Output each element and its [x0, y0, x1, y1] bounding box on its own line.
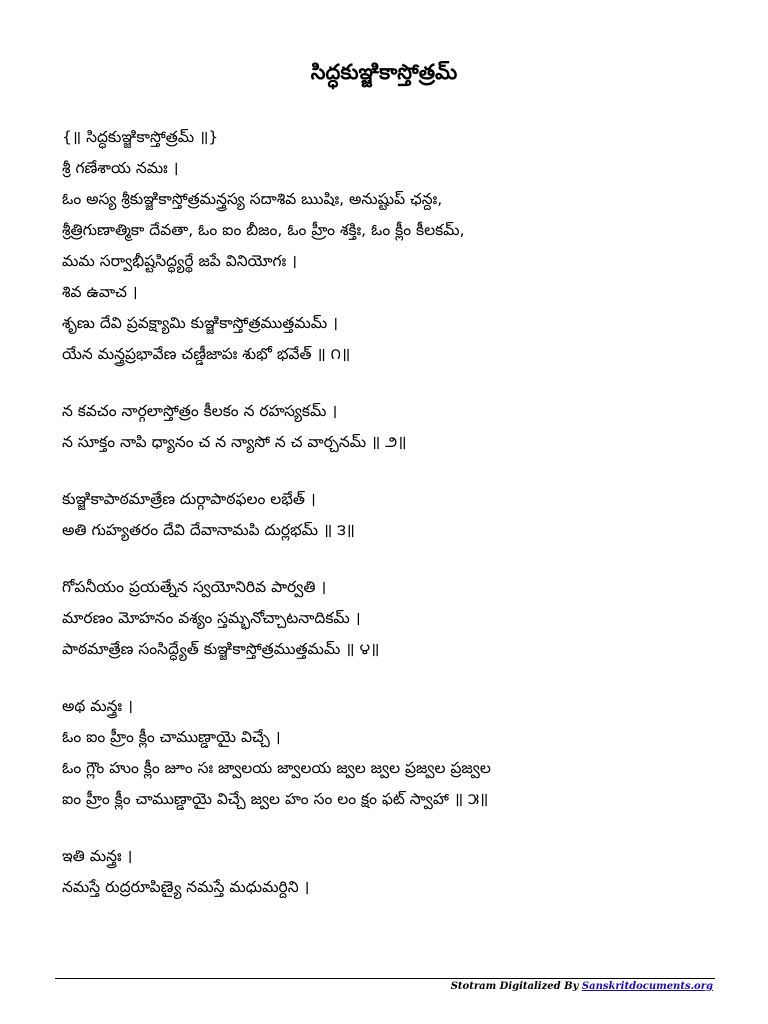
verse-line: ఓం అస్య శ్రీకుఞ్జికాస్తోత్రమన్త్రస్య సదాశివ ఋషిః, అనుష్టుప్ ఛన్దః, [62, 190, 443, 208]
verse-line: నమస్తే రుద్రరూపిణ్యై నమస్తే మధుమర్దిని । [62, 878, 310, 896]
stotram-text [62, 122, 742, 903]
stanza-gap [62, 665, 742, 691]
verse-line: శృణు దేవి ప్రవక్ష్యామి కుఞ్జికాస్తోత్రముత్తమమ్ । [62, 314, 338, 332]
stanza-gap [62, 458, 742, 484]
verse-line: మమ సర్వాభీష్టసిద్ధ్యర్థే జపే వినియోగః । [62, 252, 297, 270]
verse-line: ఐం హ్రీం క్లీం చాముణ్డాయై విచ్చే జ్వల హం సం లం క్షం ఫట్ స్వాహా ॥ ౫॥ [62, 790, 489, 808]
verse-line: శివ ఉవాచ । [62, 283, 138, 301]
footer-credit [451, 980, 713, 994]
sanskritdocuments-link[interactable]: Sanskritdocuments.org [581, 981, 713, 992]
stanza-gap [62, 370, 742, 396]
verse-line: {॥ సిద్ధకుఞ్జికాస్తోత్రమ్ ॥} [62, 128, 219, 146]
verse-line: ఇతి మన్త్రః । [62, 847, 133, 865]
verse-line: శ్రీ గణేశాయ నమః । [62, 159, 179, 177]
verse-line: ఓం గ్లౌం హుం క్లీం జూం సః జ్వాలయ జ్వాలయ జ్వల జ్వల ప్రజ్వల ప్రజ్వల [62, 759, 491, 777]
stanza-gap [62, 546, 742, 572]
footer-prefix: Stotram Digitalized By [450, 981, 582, 992]
verse-line: న సూక్తం నాపి ధ్యానం చ న న్యాసో న చ వార్చనమ్ ॥ ౨॥ [62, 433, 407, 451]
verse-line: పాఠమాత్రేణ సంసిద్ధ్యేత్ కుఞ్జికాస్తోత్రముత్తమమ్ ॥ ౪॥ [62, 640, 380, 658]
footer-divider [55, 978, 715, 979]
verse-line: యేన మన్త్రప్రభావేణ చణ్డీజాపః శుభో భవేత్ ॥ ౧॥ [62, 345, 351, 363]
verse-line: మారణం మోహనం వశ్యం స్తమ్భనోచ్చాటనాదికమ్ । [62, 609, 361, 627]
verse-line: అతి గుహ్యతరం దేవి దేవానామపి దుర్లభమ్ ॥ ౩॥ [62, 521, 355, 539]
verse-line: అథ మన్త్రః । [62, 697, 133, 715]
verse-line: ఓం ఐం హ్రీం క్లీం చాముణ్డాయై విచ్చే । [62, 728, 281, 746]
verse-line: శ్రీత్రిగుణాత్మికా దేవతా, ఓం ఐం బీజం, ఓం హ్రీం శక్తిః, ఓం క్లీం కీలకమ్, [62, 221, 465, 239]
verse-line: గోపనీయం ప్రయత్నేన స్వయోనిరివ పార్వతి । [62, 578, 327, 596]
verse-line: కుఞ్జికాపాఠమాత్రేణ దుర్గాపాఠఫలం లభేత్ । [62, 490, 316, 508]
page-title: సిద్ధకుఞ్జికాస్తోత్రమ్ [310, 60, 458, 84]
verse-line: న కవచం నార్గలాస్తోత్రం కీలకం న రహస్యకమ్ । [62, 402, 338, 420]
stanza-gap [62, 815, 742, 841]
